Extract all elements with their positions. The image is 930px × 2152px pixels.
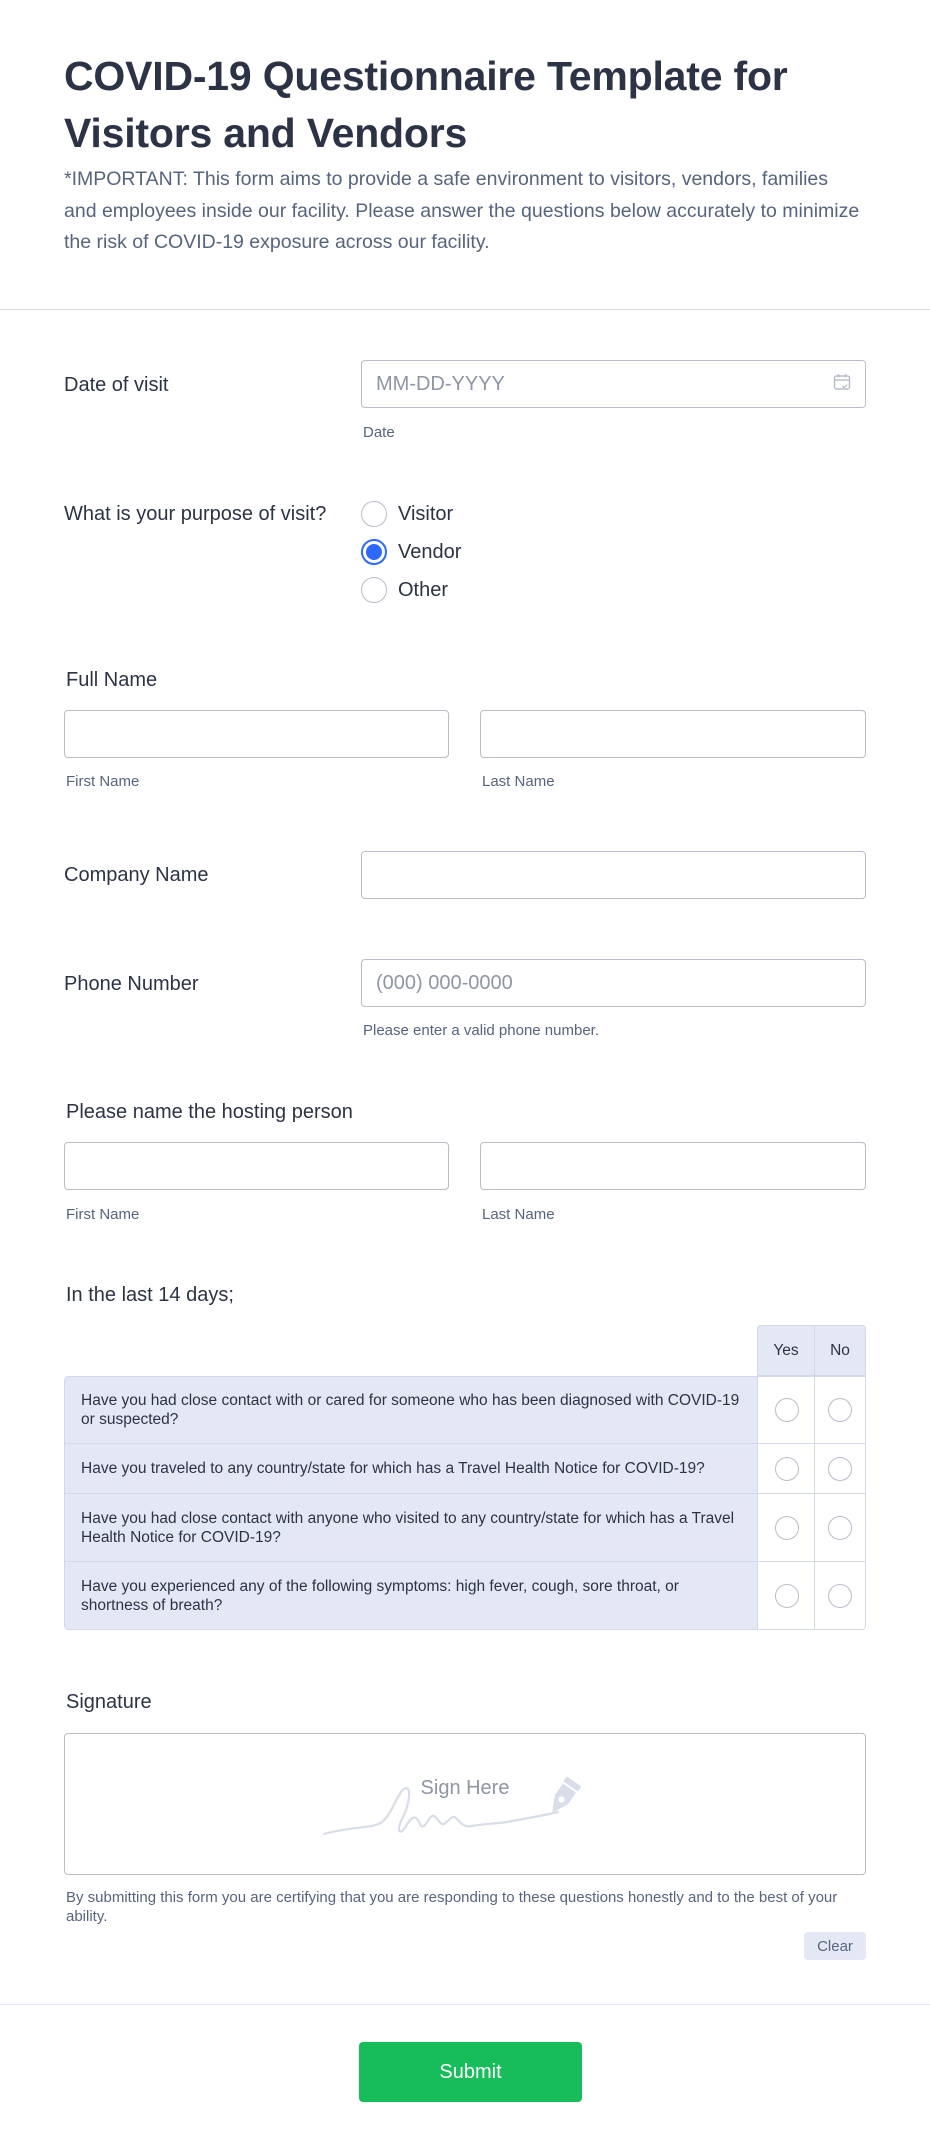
last-name-sublabel: Last Name — [482, 773, 555, 790]
matrix-row — [64, 1444, 866, 1494]
matrix-row — [64, 1494, 866, 1562]
matrix-question: Have you had close contact with or cared for someone who has been diagnosed with COVID-19 or suspected? — [64, 1377, 757, 1443]
matrix-question: Have you had close contact with anyone who visited to any country/state for which has a Travel Health Notice for COVID-19? — [64, 1494, 757, 1561]
matrix-label: In the last 14 days; — [66, 1284, 234, 1306]
radio-label-other: Other — [398, 578, 449, 601]
last-name-input[interactable] — [480, 710, 866, 758]
matrix-cell-no[interactable] — [814, 1562, 866, 1629]
radio-yes[interactable] — [775, 1584, 799, 1608]
signature-label: Signature — [66, 1691, 152, 1713]
radio-no[interactable] — [828, 1398, 852, 1422]
phone-sublabel: Please enter a valid phone number. — [363, 1022, 599, 1039]
purpose-label: What is your purpose of visit? — [64, 503, 327, 525]
phone-number-label: Phone Number — [64, 973, 199, 995]
matrix-cell-yes[interactable] — [757, 1377, 815, 1443]
radio-other[interactable] — [361, 577, 387, 603]
radio-option-visitor[interactable] — [361, 500, 453, 528]
radio-vendor[interactable] — [361, 539, 387, 565]
matrix-cell-no[interactable] — [814, 1444, 866, 1493]
hosting-person-label: Please name the hosting person — [66, 1101, 353, 1123]
footer-divider — [0, 2004, 930, 2005]
host-first-name-input[interactable] — [64, 1142, 449, 1190]
matrix-row — [64, 1562, 866, 1630]
radio-no[interactable] — [828, 1516, 852, 1540]
matrix-cell-no[interactable] — [814, 1377, 866, 1443]
radio-no[interactable] — [828, 1457, 852, 1481]
calendar-icon[interactable] — [832, 372, 852, 392]
date-of-visit-label: Date of visit — [64, 374, 169, 396]
form-header — [0, 0, 930, 310]
company-name-label: Company Name — [64, 864, 209, 886]
radio-no[interactable] — [828, 1584, 852, 1608]
matrix-header-yes: Yes — [757, 1325, 815, 1376]
first-name-sublabel: First Name — [66, 773, 140, 790]
company-name-input[interactable] — [361, 851, 866, 899]
host-last-name-input[interactable] — [480, 1142, 866, 1190]
matrix-header-no: No — [814, 1325, 866, 1376]
matrix-cell-yes[interactable] — [757, 1494, 815, 1561]
matrix-question: Have you traveled to any country/state for which has a Travel Health Notice for COVID-19? — [64, 1444, 757, 1493]
radio-option-other[interactable] — [361, 576, 448, 604]
form-title: COVID-19 Questionnaire Template for Visitors and Vendors — [64, 53, 788, 156]
first-name-input[interactable] — [64, 710, 449, 758]
certification-text: By submitting this form you are certifying that you are responding to these questions honestly and to the best of your ability. — [66, 1889, 838, 1925]
matrix-question: Have you experienced any of the following symptoms: high fever, cough, sore throat, or shortness of breath? — [64, 1562, 757, 1629]
submit-button[interactable]: Submit — [359, 2042, 582, 2102]
date-sublabel: Date — [363, 424, 395, 441]
phone-number-input[interactable] — [361, 959, 866, 1007]
radio-yes[interactable] — [775, 1398, 799, 1422]
radio-label-visitor: Visitor — [398, 502, 454, 525]
matrix-cell-yes[interactable] — [757, 1562, 815, 1629]
radio-option-vendor[interactable] — [361, 538, 461, 566]
clear-signature-button[interactable]: Clear — [804, 1932, 866, 1960]
host-first-name-sublabel: First Name — [66, 1206, 140, 1223]
date-of-visit-input[interactable] — [361, 360, 866, 408]
radio-visitor[interactable] — [361, 501, 387, 527]
radio-yes[interactable] — [775, 1516, 799, 1540]
matrix-cell-yes[interactable] — [757, 1444, 815, 1493]
host-last-name-sublabel: Last Name — [482, 1206, 555, 1223]
symptom-matrix — [64, 1325, 866, 1630]
signature-pad[interactable] — [64, 1733, 866, 1875]
radio-yes[interactable] — [775, 1457, 799, 1481]
radio-label-vendor: Vendor — [398, 540, 462, 563]
form-description: *IMPORTANT: This form aims to provide a safe environment to visitors, vendors, families and employees inside our facility. Please answer the questions below accurately to minimize the risk of COVID-19 exposure across our facility. — [64, 168, 860, 253]
sign-here-placeholder: Sign Here — [420, 1777, 510, 1799]
matrix-cell-no[interactable] — [814, 1494, 866, 1561]
matrix-row — [64, 1376, 866, 1444]
full-name-label: Full Name — [66, 669, 158, 691]
